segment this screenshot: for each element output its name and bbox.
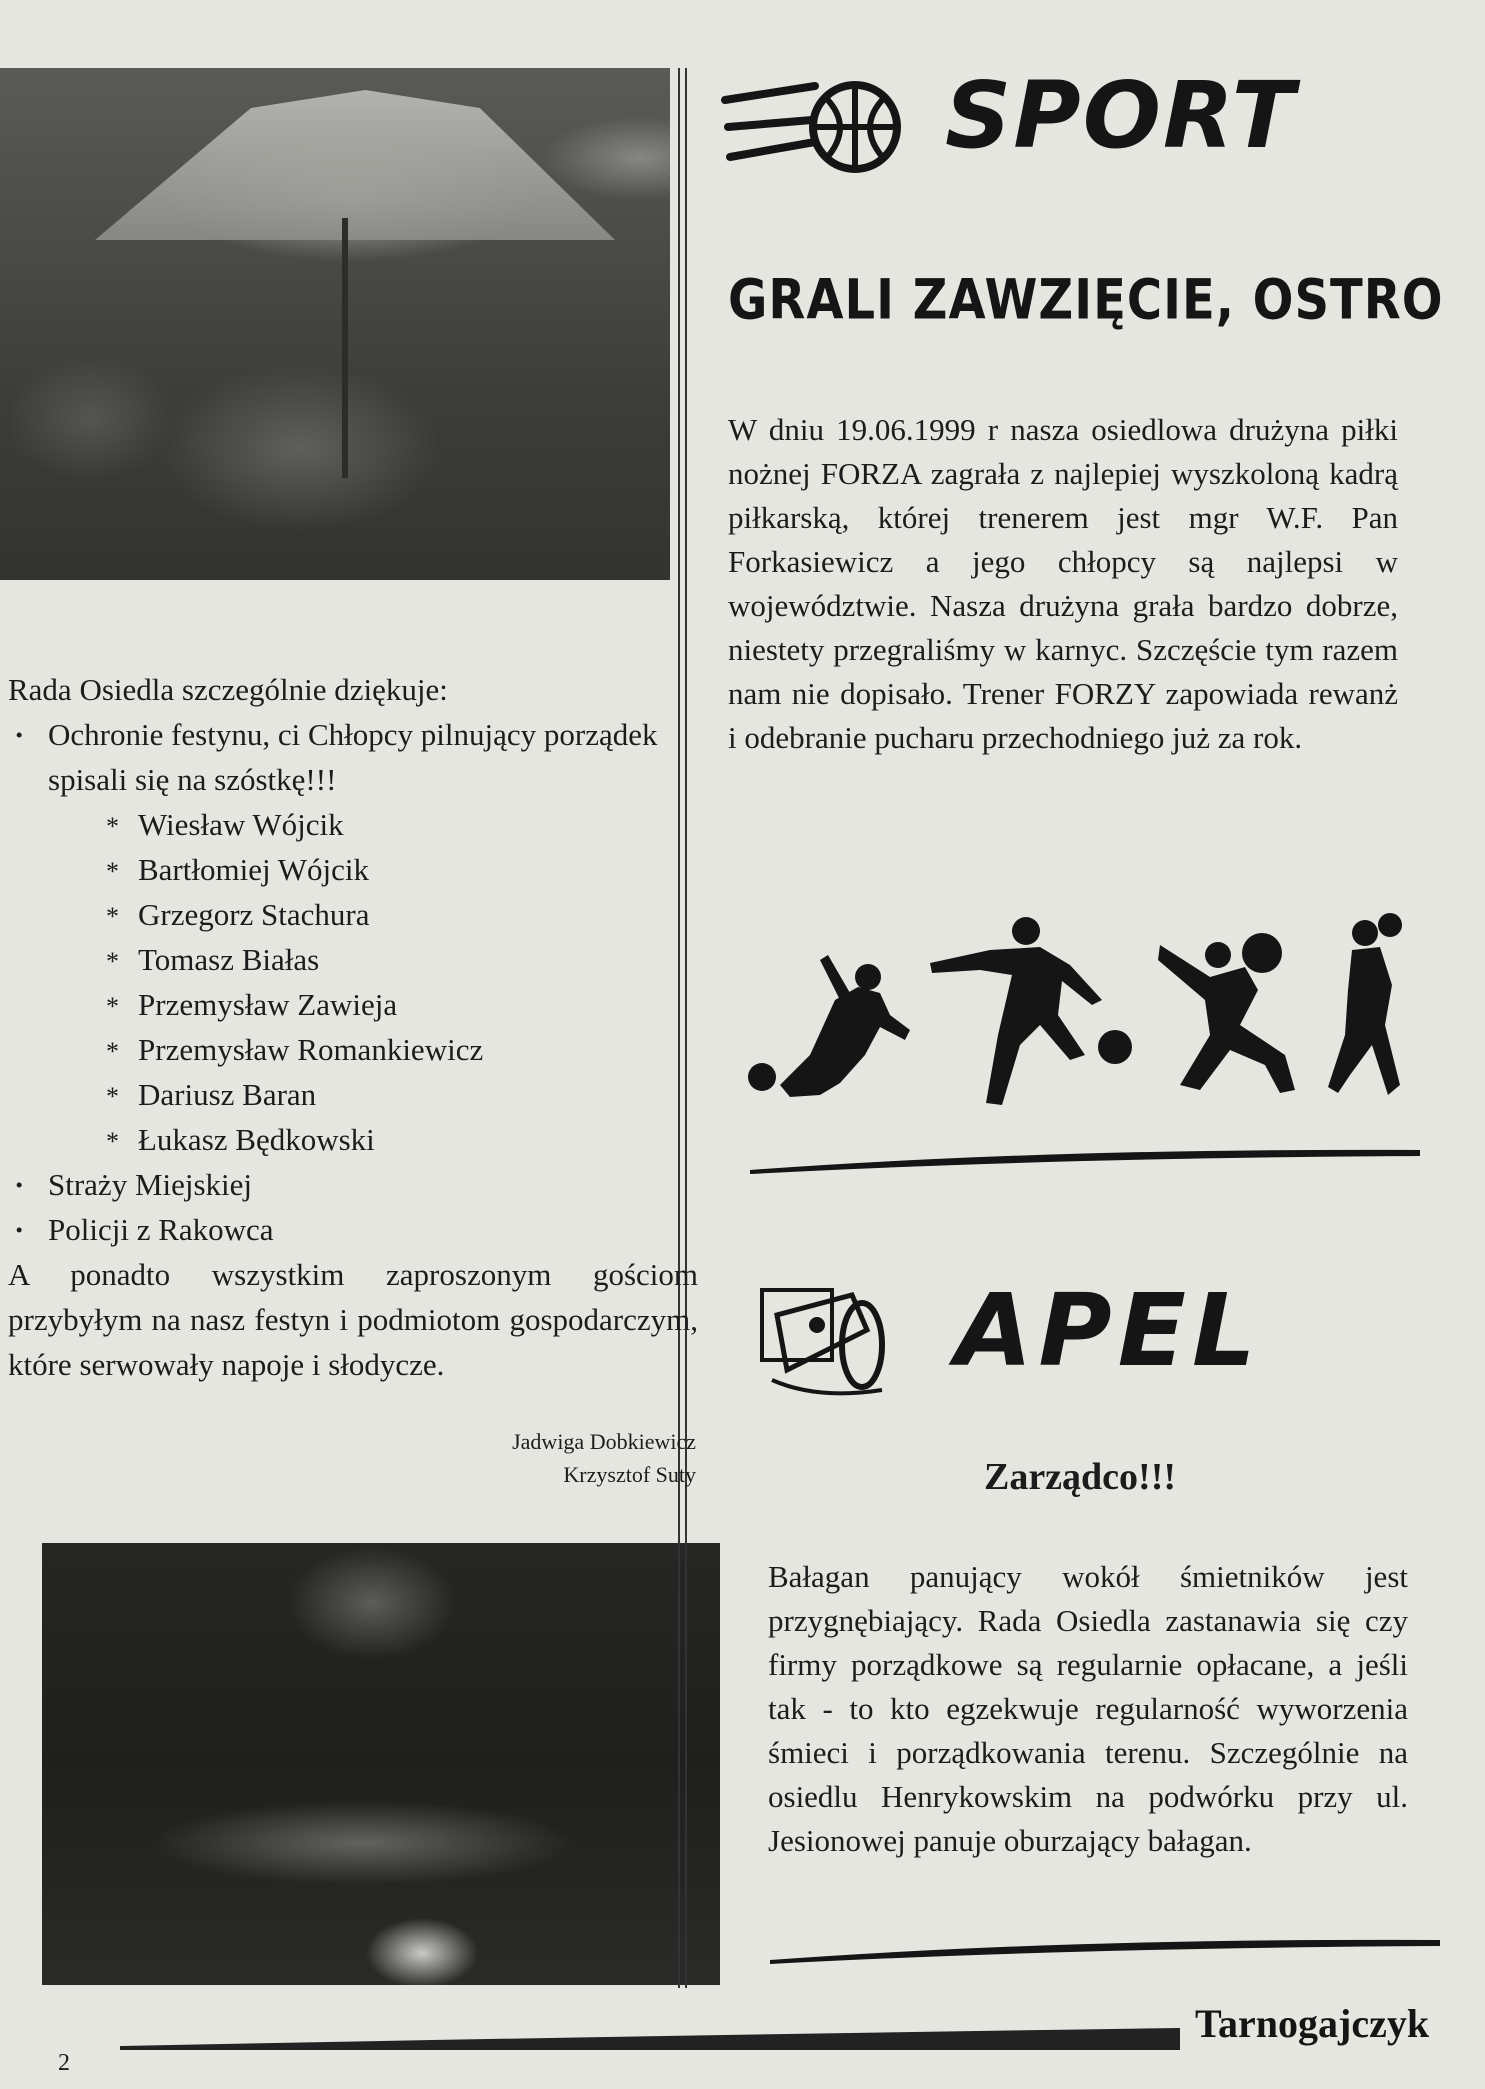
basketball-icon (720, 72, 910, 182)
apel-heading: Zarządco!!! (983, 1456, 1177, 1498)
thanks-intro: Rada Osiedla szczególnie dziękuje: (8, 672, 448, 707)
guard-name: * Grzegorz Stachura (48, 892, 698, 937)
apel-article (768, 1555, 1408, 1863)
thanks-item-text: Ochronie festynu, ci Chłopcy pilnujący porządek spisali się na szóstkę!!! (48, 717, 658, 797)
page-number: 2 (58, 2050, 70, 2076)
publication-name: Tarnogajczyk (1195, 2001, 1430, 2046)
umbrella-shape (95, 90, 615, 240)
festival-photo-top (0, 68, 670, 580)
sport-article (728, 408, 1398, 760)
shot-putter-silhouette (1158, 933, 1295, 1093)
thanks-section (8, 667, 698, 1387)
trumpet-icon (757, 1285, 897, 1405)
guard-name: * Bartłomiej Wójcik (48, 847, 698, 892)
signature-name: Krzysztof Suty (563, 1462, 696, 1487)
sport-headline: GRALI ZAWZIĘCIE, OSTRO (728, 268, 1444, 333)
goalkeeper-silhouette (748, 955, 910, 1097)
athletes-illustration (740, 905, 1420, 1105)
guard-name: * Przemysław Zawieja (48, 982, 698, 1027)
footballer-silhouette (930, 917, 1132, 1105)
apel-section-title: APEL (955, 1272, 1262, 1389)
sport-section-title: SPORT (945, 62, 1297, 169)
guard-name: * Tomasz Białas (48, 937, 698, 982)
umbrella-pole (342, 218, 348, 478)
sport-article-body: W dniu 19.06.1999 r nasza osiedlowa drużyna piłki nożnej FORZA zagrała z najlepiej wyszkoloną kadrą piłkarską, której trenerem jest mgr W.F. Pan Forkasiewicz a jego chłopcy są najlepsi w województwie. Nasza drużyna grała bardzo dobrze, niestety przegraliśmy w karnyc. Szczęście tym razem nam nie dopisało. Trener FORZY zapowiada rewanż i odebranie pucharu przechodniego już za rok. (728, 412, 1398, 755)
decorative-swoosh (750, 1140, 1430, 1180)
thanks-item-security (8, 712, 698, 1162)
footer-bar (120, 2028, 1180, 2050)
signature-name: Jadwiga Dobkiewicz (512, 1429, 696, 1454)
guard-names-list (48, 802, 698, 1162)
guard-name: * Przemysław Romankiewicz (48, 1027, 698, 1072)
thanks-closing: A ponadto wszystkim zaproszonym gościom przybyłym na nasz festyn i podmiotom gospodarczym, które serwowały napoje i słodycze. (8, 1257, 698, 1382)
thanks-item-city-guard: · Straży Miejskiej (8, 1162, 698, 1207)
guard-name: * Dariusz Baran (48, 1072, 698, 1117)
thanks-item-police: · Policji z Rakowca (8, 1207, 698, 1252)
thanks-list (8, 712, 698, 1252)
festival-photo-bottom (42, 1543, 720, 1985)
decorative-swoosh (770, 1930, 1450, 1970)
guard-name: * Łukasz Będkowski (48, 1117, 698, 1162)
signature-block (380, 1425, 696, 1491)
guard-name: * Wiesław Wójcik (48, 802, 698, 847)
bowler-silhouette (1328, 913, 1402, 1095)
apel-article-body: Bałagan panujący wokół śmietników jest przygnębiający. Rada Osiedla zastanawia się czy firmy porządkowe są regularnie opłacane, a jeśli tak - to kto egzekwuje regularność wyworzenia śmieci i porządkowania terenu. Szczególnie na osiedlu Henrykowskim na podwórku przy ul. Jesionowej panuje oburzający bałagan. (768, 1559, 1408, 1858)
